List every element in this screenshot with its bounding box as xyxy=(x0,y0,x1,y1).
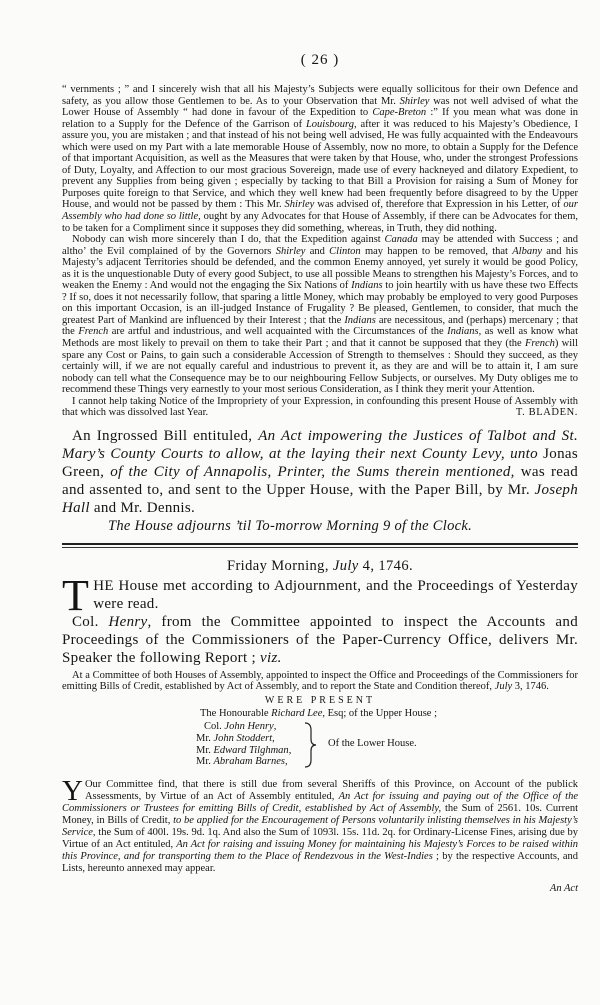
committee-report-paragraph xyxy=(62,775,578,875)
committee-heading xyxy=(62,670,578,693)
text-run: ; by the respective Accounts, and Lists, hereunto annexed may appear. xyxy=(62,851,578,875)
italic-text-run: An Act for raising and issuing Money for maintaining his Majesty’s Forces to be raised within this Province, and for transporting them to the Place of Rendezvous in the West-Indies xyxy=(62,839,578,863)
text-run: and Mr. Dennis. xyxy=(89,499,196,516)
text-run: , ought by any Advocates for that House of Assembly, if there can be Advocates for them, to be taken for a Compliment since it supposes they did something, whereas, in Truth, they did nothing. xyxy=(62,211,579,234)
text-run: I cannot help taking Notice of the Impropriety of your Expression, in confounding this present House of Assembly with that which was dissolved last Year. xyxy=(62,395,578,419)
italic-text-run: Richard Lee xyxy=(271,708,323,720)
page-number: ( 26 ) xyxy=(300,52,340,68)
text-run: 3, 1746. xyxy=(512,681,549,693)
italic-text-run: July xyxy=(494,681,513,693)
text-run: , xyxy=(288,744,292,756)
italic-text-run: July xyxy=(332,557,359,574)
text-run: An Ingrossed Bill entituled, xyxy=(72,427,259,444)
text-run: Friday Morning, xyxy=(226,557,333,574)
house-met-paragraph xyxy=(62,570,578,620)
italic-text-run: Henry xyxy=(108,613,148,630)
text-run: may be attended with Success ; and altho’ the Evil complained of by the Governors xyxy=(62,234,578,257)
text-run: , after it was reduced to his Majesty’s Obedience, I assure you, you are mistaken ; and that instead of his not being well advised, He was fully acquainted with the Endeavours which were used on my Part with a late memorable House of Assembly, now no more, to obtain a Supply for the Defence of that important Acquisition, as well as the Measures that were taken by that House, who, under the strongest Professions of Duty, Loyalty, and Affection to our most gracious Sovereign, made use of every hackneyed and dilatory Expedient, to prevent any Supplies from being given ; especially by tacking to that Bill a Provision for raising a Sum of Money for Purposes quite foreign to that Service, and which they well knew had been frequently before disagreed to by the Upper House, and would not be passed by them : This Mr. xyxy=(62,118,578,211)
message-paragraph xyxy=(62,84,578,234)
text-run: the Sum of 400l. 19s. 9d. 1q. And also the Sum of 1093l. 15s. 11d. 2q. for Ordinary-License Fines, arising due by Virtue of an Act entituled, xyxy=(62,827,578,851)
upper-house-member xyxy=(62,708,578,720)
italic-text-run: Clinton xyxy=(329,245,361,257)
text-run: Nobody can wish more sincerely than I do, that the Expedition against xyxy=(72,234,385,246)
bill-paragraph xyxy=(62,427,578,517)
text-run: Mr. xyxy=(196,732,214,744)
italic-text-run: Cape-Breton xyxy=(372,107,427,119)
text-run: was advised of, therefore that Expression in his Letter, of xyxy=(314,199,564,211)
drop-cap: Y xyxy=(62,775,83,808)
text-run: and his Majesty’s adjacent Territories should be defended, and the common Enemy annoyed, yet surely it would be good Policy, as it is the unquestionable Duty of every good Subject, to use all possible Means to strengthen his Majesty’s Forces, and to weaken the Enemy : And would not the engaging the Six Nations of xyxy=(62,245,578,292)
report-intro-paragraph xyxy=(62,613,578,667)
text-run: The Honourable xyxy=(200,708,272,720)
italic-text-run: Shirley xyxy=(284,199,315,211)
lower-house-label: Of the Lower House. xyxy=(328,738,417,750)
text-run: , xyxy=(272,732,275,744)
text-run: the Sum of 2561. 10s. Current Money, in Bills of Credit, xyxy=(62,803,578,827)
italic-text-run: Indians xyxy=(351,280,383,292)
text-run: , as well as know what Methods are most likely to prevail on them to take their Part ; and that it cannot be supposed that they (the xyxy=(62,326,578,350)
text-run: to join heartily with us have these two Effects ? If so, does it not necessarily follow, that sparing a little Money, which may probably be employed to very good Purposes on this important Occasion, is an ill-judged Instance of Frugality ? Be pleased, Gentlemen, to consider, that much the greatest Part of Mankind are influenced by their Interest ; that the xyxy=(62,280,578,326)
italic-text-run: Joseph Hall xyxy=(62,481,578,516)
lower-house-members xyxy=(196,721,291,768)
text-run: Mr. xyxy=(196,756,214,768)
text-run: Col. xyxy=(204,721,225,733)
text-run: , Esq; of the Upper House ; xyxy=(322,708,437,720)
text-run: , xyxy=(284,756,288,768)
text-run: 4, 1746. xyxy=(358,557,413,574)
italic-text-run: Indians xyxy=(447,326,479,338)
text-run: are necessitous, and (perhaps) mercenary ; that the xyxy=(62,314,578,338)
italic-text-run: Albany xyxy=(512,245,542,257)
were-present-heading: WERE PRESENT xyxy=(264,695,376,707)
italic-text-run: French xyxy=(524,338,555,350)
text-run: Mr. xyxy=(196,744,214,756)
member-name xyxy=(196,756,291,768)
text-run: :” If you mean what was done in relation to a Supply for the Defence of the Garrison of xyxy=(62,107,578,130)
italic-text-run: Edward Tilghman xyxy=(213,744,289,756)
italic-text-run: our Assembly who had done so little xyxy=(62,199,578,223)
text-run: are artful and industrious, and well acquainted with the Circumstances of the xyxy=(108,326,448,338)
italic-text-run: Shirley xyxy=(399,95,430,107)
italic-text-run: Louisbourg xyxy=(305,118,354,130)
governor-message xyxy=(62,84,578,419)
text-run: and xyxy=(305,245,330,257)
adjournment-notice: The House adjourns ’til To-morrow Morning 9 of the Clock. xyxy=(108,517,473,534)
italic-text-run: John Henry xyxy=(224,721,274,733)
italic-text-run: to be applied for the Encouragement of Persons voluntarily inlisting themselves in his Majesty’s Service, xyxy=(62,815,578,839)
member-name xyxy=(196,745,291,757)
text-run: Our Committee find, that there is still due from several Sheriffs of this Province, on Account of the publick Assessments, by Virtue of an Act of Assembly entituled, xyxy=(84,779,578,803)
italic-text-run: viz. xyxy=(260,649,282,666)
drop-cap: T xyxy=(62,570,90,620)
member-name xyxy=(196,733,291,745)
italic-text-run: Abraham Barnes xyxy=(213,756,285,768)
text-run: HE House met according to Adjournment, and the Proceedings of Yesterday were read. xyxy=(93,577,578,612)
signature: T. BLADEN. xyxy=(515,407,578,419)
text-run: Jonas Green xyxy=(62,445,578,480)
text-run: ) will spare any Cost or Pains, to gain such a considerable Accession of Strength to themselves : Should they succeed, as they certainly will, if we are not equally careful and industrious to prevent it, as they are and will be to attain it, I am sure nobody can tell what the Consequence may be to our neighbouring Fellow Subjects, or ourselves. My Duty obliges me to recommend these Things very earnestly to your most serious Consideration, as I think they merit your Attention. xyxy=(62,338,578,396)
member-name xyxy=(196,721,291,733)
italic-text-run: Canada xyxy=(384,234,418,246)
text-run: At a Committee of both Houses of Assembly, appointed to inspect the Office and Proceedings of the Commissioners for emitting Bills of Credit, established by Act of Assembly, and to report the State and Condition thereof, xyxy=(62,669,578,693)
session-date xyxy=(62,557,578,575)
message-paragraph xyxy=(62,234,578,396)
italic-text-run: , of the City of Annapolis, Printer, the Sums therein mentioned, xyxy=(100,463,515,480)
italic-text-run: An Act for issuing and paying out of the Office of the Commissioners or Trustees for emitting Bills of Credit, established by Act of Assembly, xyxy=(62,791,578,815)
italic-text-run: Indians xyxy=(344,314,376,326)
page-column xyxy=(62,50,578,895)
italic-text-run: An Act impowering the Justices of Talbot and St. Mary’s County Courts to allow, at the laying their next County Levy, unto xyxy=(62,427,578,462)
italic-text-run: French xyxy=(78,326,109,338)
italic-text-run: Shirley xyxy=(275,245,306,257)
text-run: , xyxy=(273,721,277,733)
text-run: Col. xyxy=(72,613,109,630)
catchword: An Act xyxy=(549,883,578,895)
text-run: may happen to be removed, that xyxy=(360,245,513,257)
text-run: was read and assented to, and sent to the Upper House, with the Paper Bill, by Mr. xyxy=(62,463,579,498)
text-run: , from the Committee appointed to inspect the Accounts and Proceedings of the Commissioners of the Paper-Currency Office, delivers Mr. Speaker the following Report ; xyxy=(62,613,578,666)
curly-brace xyxy=(304,722,316,768)
italic-text-run: John Stoddert xyxy=(213,732,273,744)
lower-house-group xyxy=(62,721,578,769)
text-run: was not well advised of what the Lower House of Assembly “ had done in favour of the Expedition to xyxy=(62,95,579,119)
text-run: “ vernments ; ” and I sincerely wish that all his Majesty’s Subjects were equally sollicitous for their own Defence and safety, as you allow those Gentlemen to be. As to your Observation that Mr. xyxy=(62,84,578,107)
section-divider xyxy=(62,543,578,548)
